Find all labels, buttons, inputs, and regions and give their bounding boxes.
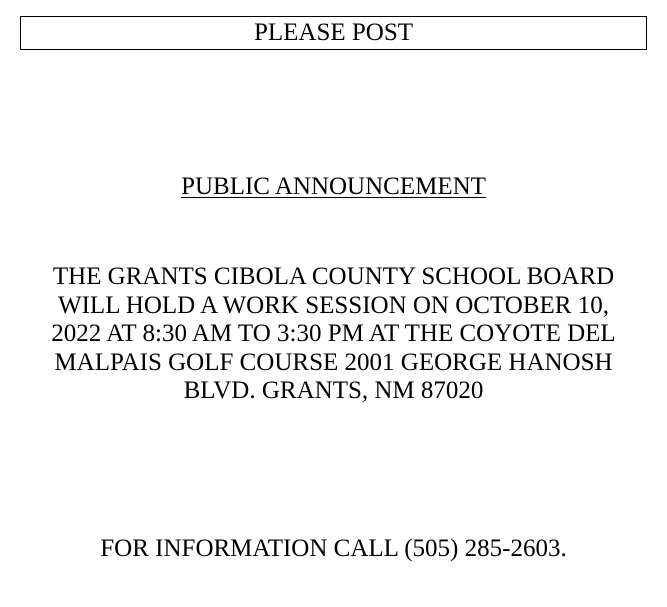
announcement-body-line: WILL HOLD A WORK SESSION ON OCTOBER 10, bbox=[58, 291, 609, 319]
announcement-body-line: 2022 AT 8:30 AM TO 3:30 PM AT THE COYOTE DEL bbox=[51, 320, 616, 347]
contact-info bbox=[0, 534, 667, 564]
announcement-heading bbox=[0, 172, 667, 202]
announcement-body-line: MALPAIS GOLF COURSE 2001 GEORGE HANOSH bbox=[54, 348, 613, 376]
announcement-title: PUBLIC ANNOUNCEMENT bbox=[181, 173, 486, 200]
please-post-label: PLEASE POST bbox=[253, 19, 414, 46]
announcement-body-line: BLVD. GRANTS, NM 87020 bbox=[183, 377, 484, 404]
contact-info-text: FOR INFORMATION CALL (505) 285-2603. bbox=[100, 535, 567, 562]
announcement-body bbox=[28, 263, 639, 406]
please-post-banner bbox=[20, 16, 647, 50]
announcement-body-line: THE GRANTS CIBOLA COUNTY SCHOOL BOARD bbox=[52, 263, 615, 290]
